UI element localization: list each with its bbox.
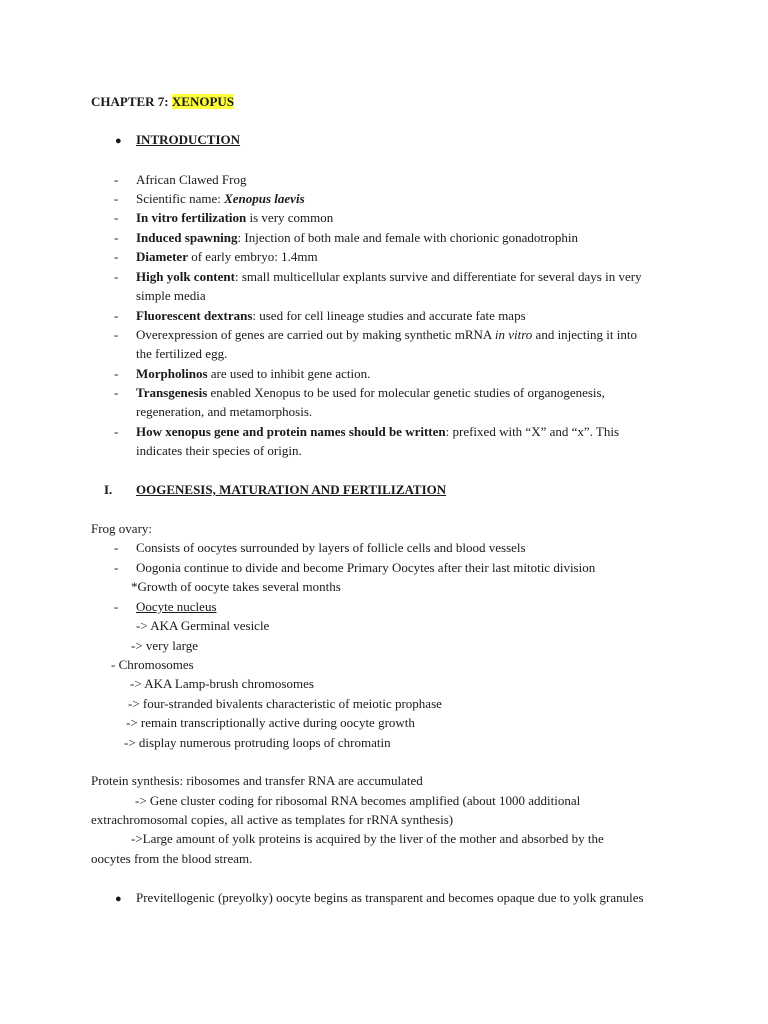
dash-marker: -: [114, 424, 119, 439]
intro-item-11: How xenopus gene and protein names should be written: prefixed with “X” and “x”. This: [136, 424, 620, 439]
dash-marker: -: [114, 599, 119, 614]
intro-item-6-cont: simple media: [136, 288, 206, 303]
chromosomes-sub-4: -> display numerous protruding loops of chromatin: [124, 735, 391, 750]
dash-marker: -: [114, 327, 119, 342]
chromosomes-sub-2: -> four-stranded bivalents characteristic of meiotic prophase: [128, 696, 442, 711]
chromosomes-sub-3: -> remain transcriptionally active during oocyte growth: [126, 715, 415, 730]
protein-sub-2: ->Large amount of yolk proteins is acquired by the liver of the mother and absorbed by the: [131, 831, 604, 846]
intro-item-2: Scientific name: Xenopus laevis: [136, 191, 305, 206]
intro-item-1: African Clawed Frog: [136, 172, 247, 187]
dash-marker: -: [114, 249, 119, 264]
dash-marker: -: [114, 366, 119, 381]
protein-sub-1: -> Gene cluster coding for ribosomal RNA becomes amplified (about 1000 additional: [135, 793, 581, 808]
section-heading: OOGENESIS, MATURATION AND FERTILIZATION: [136, 482, 447, 497]
previtellogenic-item: Previtellogenic (preyolky) oocyte begins as transparent and becomes opaque due to yolk granules: [136, 890, 644, 905]
bullet-icon: ●: [115, 135, 122, 147]
dash-marker: -: [114, 210, 119, 225]
nucleus-sub-1: -> AKA Germinal vesicle: [136, 618, 270, 633]
intro-item-10: Transgenesis enabled Xenopus to be used for molecular genetic studies of organogenesis,: [136, 385, 605, 400]
ovary-item-2: Oogonia continue to divide and become Primary Oocytes after their last mitotic division: [136, 560, 596, 575]
dash-marker: -: [114, 191, 119, 206]
intro-item-8-cont: the fertilized egg.: [136, 346, 228, 361]
intro-item-10-cont: regeneration, and metamorphosis.: [136, 404, 313, 419]
protein-sub-1-cont: extrachromosomal copies, all active as templates for rRNA synthesis): [91, 812, 454, 827]
chromosomes-sub-1: -> AKA Lamp-brush chromosomes: [130, 676, 314, 691]
intro-item-9: Morpholinos are used to inhibit gene action.: [136, 366, 371, 381]
dash-marker: -: [114, 172, 119, 187]
chapter-title: [91, 92, 234, 111]
ovary-item-1: Consists of oocytes surrounded by layers of follicle cells and blood vessels: [136, 540, 526, 555]
oocyte-nucleus-label: Oocyte nucleus: [136, 599, 217, 614]
dash-marker: -: [114, 308, 119, 323]
dash-marker: -: [114, 269, 119, 284]
chapter-prefix: CHAPTER 7:: [91, 94, 172, 109]
intro-item-6: High yolk content: small multicellular explants survive and differentiate for several days in very: [136, 269, 642, 284]
intro-heading: INTRODUCTION: [136, 132, 241, 147]
chapter-highlight: XENOPUS: [171, 94, 235, 109]
dash-marker: -: [114, 385, 119, 400]
chromosomes-label: - Chromosomes: [111, 657, 194, 672]
dash-marker: -: [114, 230, 119, 245]
intro-item-4: Induced spawning: Injection of both male and female with chorionic gonadotrophin: [136, 230, 578, 245]
intro-item-7: Fluorescent dextrans: used for cell lineage studies and accurate fate maps: [136, 308, 526, 323]
protein-sub-2-cont: oocytes from the blood stream.: [91, 851, 253, 866]
frog-ovary-label: Frog ovary:: [91, 521, 153, 536]
dash-marker: -: [114, 560, 119, 575]
intro-item-8: Overexpression of genes are carried out by making synthetic mRNA in vitro and injecting it into: [136, 327, 638, 342]
ovary-note: *Growth of oocyte takes several months: [131, 579, 341, 594]
intro-item-11-cont: indicates their species of origin.: [136, 443, 302, 458]
dash-marker: -: [114, 540, 119, 555]
bullet-icon: ●: [115, 893, 122, 905]
intro-item-5: Diameter of early embryo: 1.4mm: [136, 249, 318, 264]
protein-synthesis: Protein synthesis: ribosomes and transfer RNA are accumulated: [91, 773, 423, 788]
nucleus-sub-2: -> very large: [131, 638, 199, 653]
section-numeral: I.: [104, 482, 113, 497]
intro-item-3: In vitro fertilization is very common: [136, 210, 334, 225]
